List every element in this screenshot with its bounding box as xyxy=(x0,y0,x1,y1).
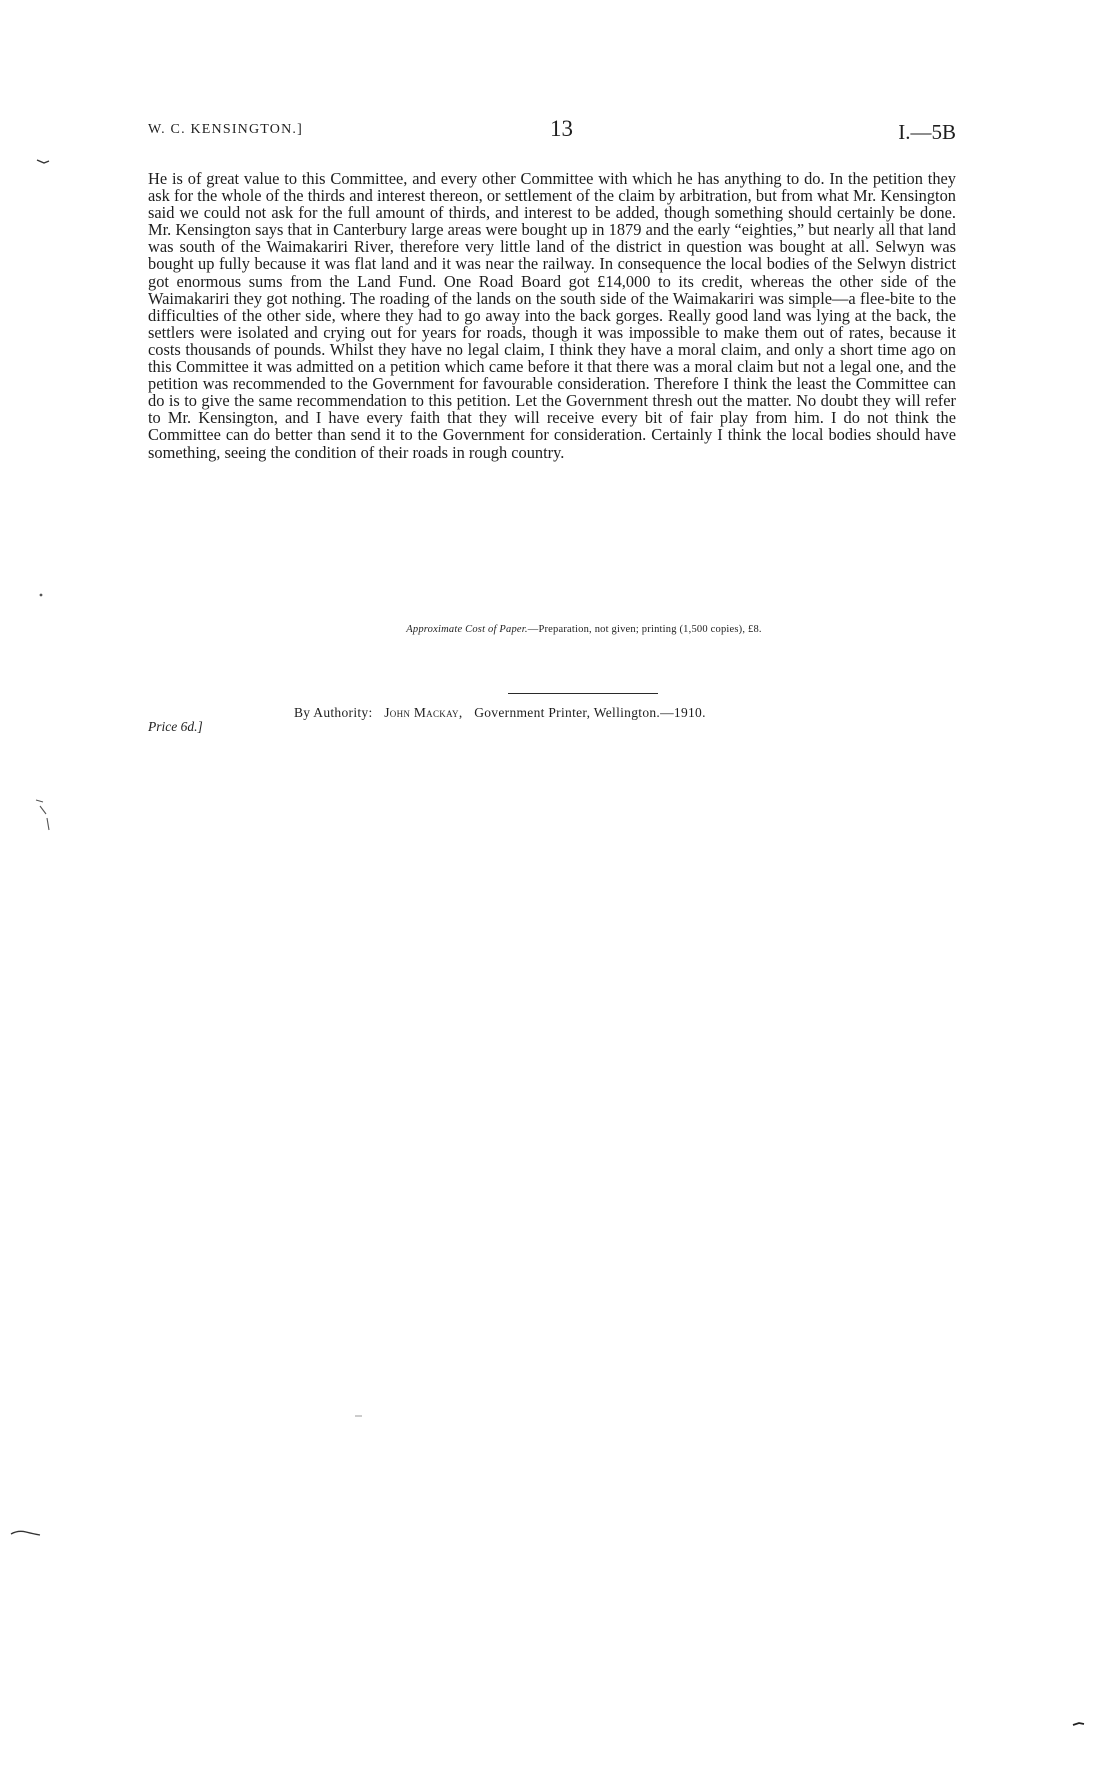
footer-rule xyxy=(508,693,658,694)
cost-note-label: Approximate Cost of Paper. xyxy=(406,624,528,635)
scan-speck-mark xyxy=(36,158,50,166)
page-header xyxy=(148,118,956,148)
imprint-authority: By Authority: xyxy=(294,705,373,720)
page-number: 13 xyxy=(550,116,573,141)
paper-identifier: I.—5B xyxy=(898,120,956,144)
price-note: Price 6d.] xyxy=(148,719,203,734)
imprint-line xyxy=(294,705,706,721)
imprint-printer-name: John Mackay, xyxy=(384,705,463,720)
scan-speck-mark xyxy=(34,796,52,836)
imprint-printer-line: Government Printer, Wellington.—1910. xyxy=(474,705,706,720)
cost-note xyxy=(180,624,988,635)
scan-speck-mark xyxy=(1072,1720,1086,1728)
running-head: W. C. KENSINGTON.] xyxy=(148,122,303,137)
cost-note-detail: —Preparation, not given; printing (1,500 copies), £8. xyxy=(527,624,762,635)
scan-speck-mark xyxy=(10,1528,42,1538)
body-paragraph: He is of great value to this Committee, and every other Committee with which he has anything to do. In the petition they ask for the whole of the thirds and interest thereon, or settlement of the claim by arbitration, but from what Mr. Kensington said we could not ask for the full amount of thirds, and interest to be added, though something should certainly be done. Mr. Kensington says that in Canterbury large areas were bought up in 1879 and the early “eighties,” but nearly all that land was south of the Waimakariri River, therefore very little land of the district in question was bought at all. Selwyn was bought up fully because it was flat land and it was near the railway. In consequence the local bodies of the Selwyn district got enormous sums from the Land Fund. One Road Board got £14,000 to its credit, whereas the other side of the Waimakariri they got nothing. The roading of the lands on the south side of the Waimakariri was simple—a flee-bite to the difficulties of the other side, where they had to go away into the back gorges. Really good land was lying at the back, the settlers were isolated and crying out for years for roads, though it was impossible to make them out of rates, because it costs thousands of pounds. Whilst they have no legal claim, I think they have a moral claim, and only a short time ago on this Committee it was admitted on a petition which came before it that there was a moral claim but not a legal one, and the petition was recommended to the Government for favourable consideration. Therefore I think the least the Committee can do is to give the same recommendation to this petition. Let the Government thresh out the matter. No doubt they will refer to Mr. Kensington, and I have every faith that they will receive every bit of fair play from him. I do not think the Committee can do better than send it to the Government for consideration. Certainly I think the local bodies should have something, seeing the condition of their roads in rough country. xyxy=(148,169,956,462)
scan-speck-mark xyxy=(354,1414,364,1418)
scan-speck-mark xyxy=(38,592,44,598)
